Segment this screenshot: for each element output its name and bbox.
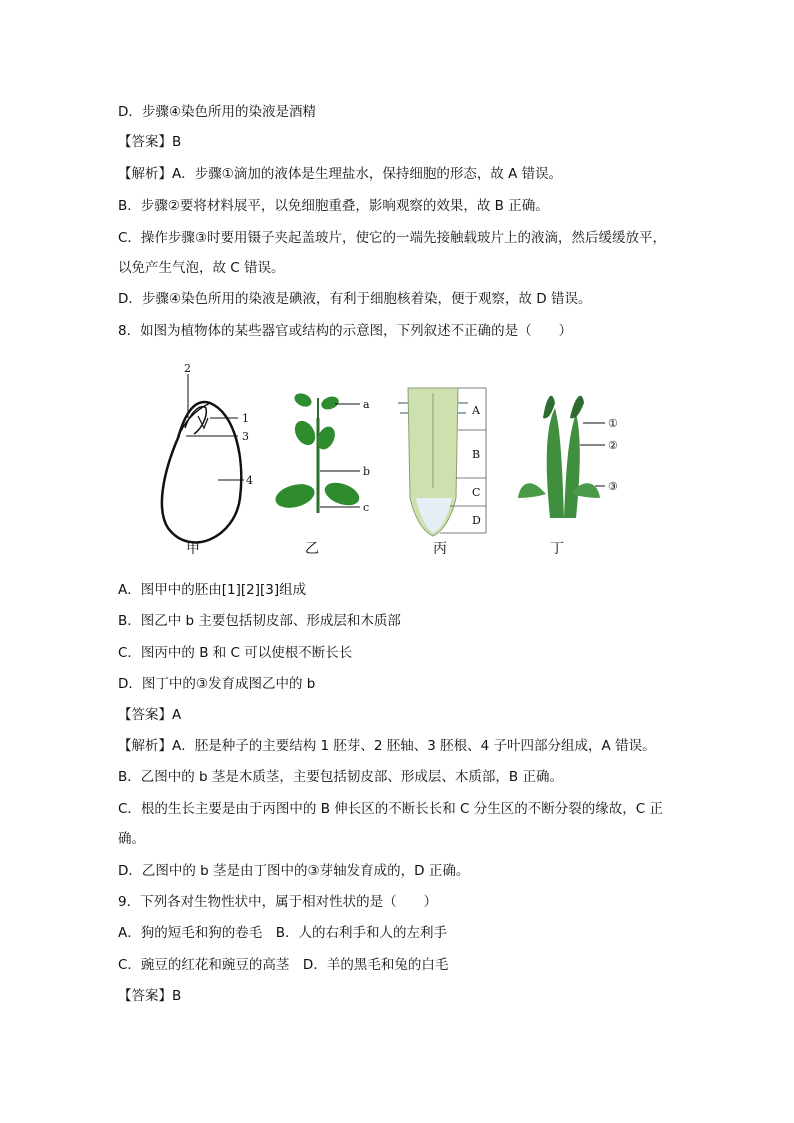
figure-caption-yi: 乙 (305, 541, 319, 557)
analysis-line: D．步骤④染色所用的染液是碘液，有利于细胞核着染，便于观察，故 D 错误。 (118, 291, 592, 307)
seed-label-4: 4 (246, 474, 253, 487)
analysis-line: B．乙图中的 b 茎是木质茎，主要包括韧皮部、形成层、木质部，B 正确。 (118, 769, 563, 785)
root-label-a: A (472, 404, 480, 417)
bud-diagram (518, 396, 618, 518)
answer-line: 【答案】A (118, 707, 182, 723)
answer-line: 【答案】B (118, 988, 182, 1004)
analysis-line: C．操作步骤③时要用镊子夹起盖玻片，使它的一端先接触载玻片上的液滴，然后缓缓放平， (118, 230, 667, 246)
plant-structures-figure (150, 358, 670, 563)
stem-label-a: a (363, 398, 370, 411)
analysis-line: C．根的生长主要是由于丙图中的 B 伸长区的不断长长和 C 分生区的不断分裂的缘故，C 正 (118, 801, 663, 817)
seed-label-3: 3 (242, 430, 249, 443)
answer-line: 【答案】B (118, 134, 182, 150)
analysis-line: 【解析】A．胚是种子的主要结构 1 胚芽、2 胚轴、3 胚根、4 子叶四部分组成，A 错误。 (118, 738, 656, 754)
option-c: C．图丙中的 B 和 C 可以使根不断长长 (118, 645, 353, 661)
analysis-line: B．步骤②要将材料展平，以免细胞重叠，影响观察的效果，故 B 正确。 (118, 198, 549, 214)
option-d: D．图丁中的③发育成图乙中的 b (118, 676, 316, 692)
option-d-line: D．步骤④染色所用的染液是酒精 (118, 104, 316, 120)
seed-label-1: 1 (242, 412, 249, 425)
option-a: A．图甲中的胚由[1][2][3]组成 (118, 582, 307, 598)
stem-label-c: c (363, 501, 370, 514)
seed-diagram (162, 362, 253, 542)
seed-label-2: 2 (184, 362, 191, 375)
options-cd: C．豌豆的红花和豌豆的高茎 D．羊的黑毛和兔的白毛 (118, 957, 449, 973)
stem-label-b: b (363, 465, 371, 478)
root-tip-diagram (398, 388, 486, 536)
analysis-line: 【解析】A．步骤①滴加的液体是生理盐水，保持细胞的形态，故 A 错误。 (118, 166, 563, 182)
option-b: B．图乙中 b 主要包括韧皮部、形成层和木质部 (118, 613, 401, 629)
analysis-line: D．乙图中的 b 茎是由丁图中的③芽轴发育成的，D 正确。 (118, 863, 470, 879)
root-label-c: C (472, 486, 481, 499)
bud-label-2: ② (608, 439, 618, 452)
question-9: 9．下列各对生物性状中，属于相对性状的是（ ） (118, 894, 438, 910)
stem-diagram (273, 391, 370, 514)
root-label-d: D (472, 514, 481, 527)
options-ab: A．狗的短毛和狗的卷毛 B．人的右利手和人的左利手 (118, 925, 447, 941)
root-label-b: B (472, 448, 481, 461)
figure-caption-jia: 甲 (186, 541, 200, 557)
figure-caption-ding: 丁 (550, 541, 564, 557)
question-8: 8．如图为植物体的某些器官或结构的示意图，下列叙述不正确的是（ ） (118, 323, 573, 339)
figure-caption-bing: 丙 (433, 541, 447, 557)
analysis-line: 确。 (118, 831, 145, 847)
analysis-line: 以免产生气泡，故 C 错误。 (118, 260, 285, 276)
bud-label-1: ① (608, 417, 618, 430)
bud-label-3: ③ (608, 480, 618, 493)
